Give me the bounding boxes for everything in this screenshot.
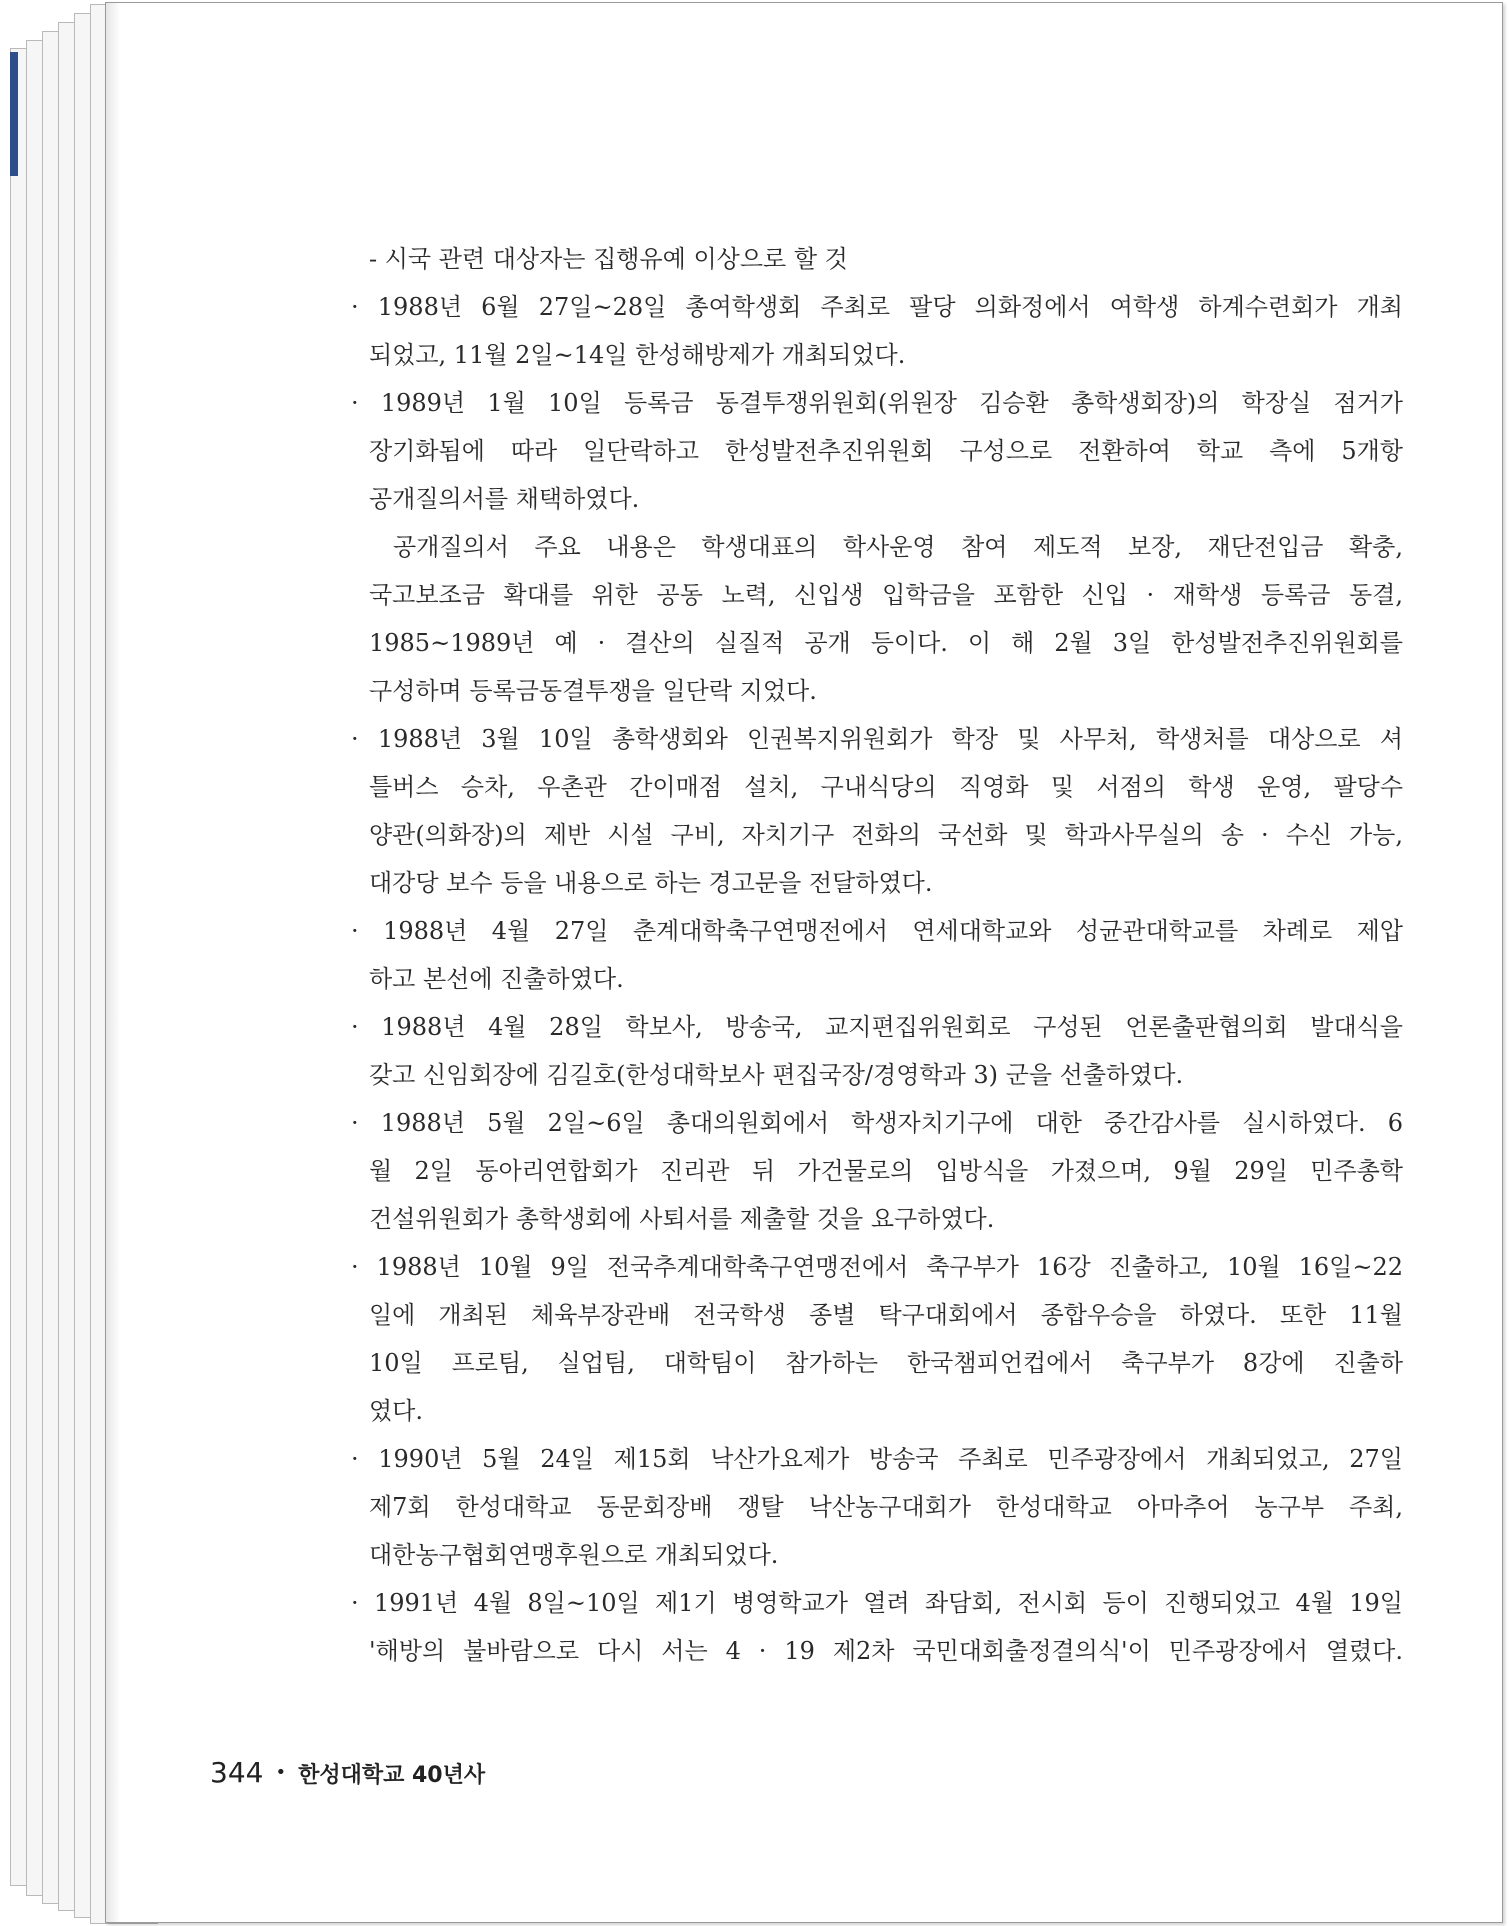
paragraph-line: 국고보조금 확대를 위한 공동 노력, 신입생 입학금을 포함한 신입 · 재학생 등록금 동결, [369, 581, 1403, 609]
page-number: 344 [210, 1756, 264, 1789]
continuation-line: 였다. [369, 1397, 423, 1425]
continuation-line: 건설위원회가 총학생회에 사퇴서를 제출할 것을 요구하였다. [369, 1205, 995, 1233]
continuation-line: 대강당 보수 등을 내용으로 하는 경고문을 전달하였다. [369, 869, 933, 897]
running-title: 한성대학교 40년사 [298, 1763, 486, 1788]
bullet-item-line: · 1988년 4월 27일 춘계대학축구연맹전에서 연세대학교와 성균관대학교를 차례로 제압 [351, 917, 1403, 945]
continuation-line: 양관(의화장)의 제반 시설 구비, 자치기구 전화의 국선화 및 학과사무실의 송 · 수신 가능, [369, 821, 1403, 849]
continuation-line: 장기화됨에 따라 일단락하고 한성발전추진위원회 구성으로 전환하여 학교 측에 5개항 [369, 437, 1403, 465]
cover-spine-accent [10, 52, 18, 176]
bullet-item-line: · 1991년 4월 8일~10일 제1기 병영학교가 열려 좌담회, 전시회 등이 진행되었고 4월 19일 [351, 1589, 1403, 1617]
continuation-line: 일에 개최된 체육부장관배 전국학생 종별 탁구대회에서 종합우승을 하였다. 또한 11월 [369, 1301, 1403, 1329]
continuation-line: 되었고, 11월 2일~14일 한성해방제가 개최되었다. [369, 341, 906, 369]
continuation-line: 갖고 신임회장에 김길호(한성대학보사 편집국장/경영학과 3) 군을 선출하였다. [369, 1061, 1184, 1089]
book-page [105, 2, 1503, 1923]
continuation-line: 월 2일 동아리연합회가 진리관 뒤 가건물로의 입방식을 가졌으며, 9월 29일 민주총학 [369, 1157, 1403, 1185]
page-body [351, 235, 1403, 1675]
continuation-line: 대한농구협회연맹후원으로 개최되었다. [369, 1541, 779, 1569]
bullet-item-line: · 1989년 1월 10일 등록금 동결투쟁위원회(위원장 김승환 총학생회장)의 학장실 점거가 [351, 389, 1403, 417]
bullet-item-line: · 1988년 3월 10일 총학생회와 인권복지위원회가 학장 및 사무처, 학생처를 대상으로 셔 [351, 725, 1403, 753]
paragraph-line: 공개질의서 주요 내용은 학생대표의 학사운영 참여 제도적 보장, 재단전입금 확충, [393, 533, 1403, 561]
continuation-line: 하고 본선에 진출하였다. [369, 965, 624, 993]
bullet-item-line: · 1988년 5월 2일~6일 총대의원회에서 학생자치기구에 대한 중간감사를 실시하였다. 6 [351, 1109, 1403, 1137]
continuation-line: 10일 프로팀, 실업팀, 대학팀이 참가하는 한국챔피언컵에서 축구부가 8강에 진출하 [369, 1349, 1403, 1377]
dash-item-line: - 시국 관련 대상자는 집행유예 이상으로 할 것 [369, 245, 848, 273]
continuation-line: 틀버스 승차, 우촌관 간이매점 설치, 구내식당의 직영화 및 서점의 학생 운영, 팔당수 [369, 773, 1403, 801]
footer-separator: • [275, 1762, 287, 1783]
paragraph-line: 구성하며 등록금동결투쟁을 일단락 지었다. [369, 677, 817, 705]
continuation-line: 공개질의서를 채택하였다. [369, 485, 640, 513]
continuation-line: '해방의 불바람으로 다시 서는 4 · 19 제2차 국민대회출정결의식'이 민주광장에서 열렸다. [369, 1637, 1403, 1665]
bullet-item-line: · 1988년 6월 27일~28일 총여학생회 주최로 팔당 의화정에서 여학생 하계수련회가 개최 [351, 293, 1403, 321]
bullet-item-line: · 1988년 4월 28일 학보사, 방송국, 교지편집위원회로 구성된 언론출판협의회 발대식을 [351, 1013, 1403, 1041]
page-footer [210, 1756, 485, 1789]
bullet-item-line: · 1990년 5월 24일 제15회 낙산가요제가 방송국 주최로 민주광장에서 개최되었고, 27일 [351, 1445, 1403, 1473]
bullet-item-line: · 1988년 10월 9일 전국추계대학축구연맹전에서 축구부가 16강 진출하고, 10월 16일~22 [351, 1253, 1403, 1281]
paragraph-line: 1985~1989년 예 · 결산의 실질적 공개 등이다. 이 해 2월 3일 한성발전추진위원회를 [369, 629, 1403, 657]
continuation-line: 제7회 한성대학교 동문회장배 쟁탈 낙산농구대회가 한성대학교 아마추어 농구부 주최, [369, 1493, 1403, 1521]
